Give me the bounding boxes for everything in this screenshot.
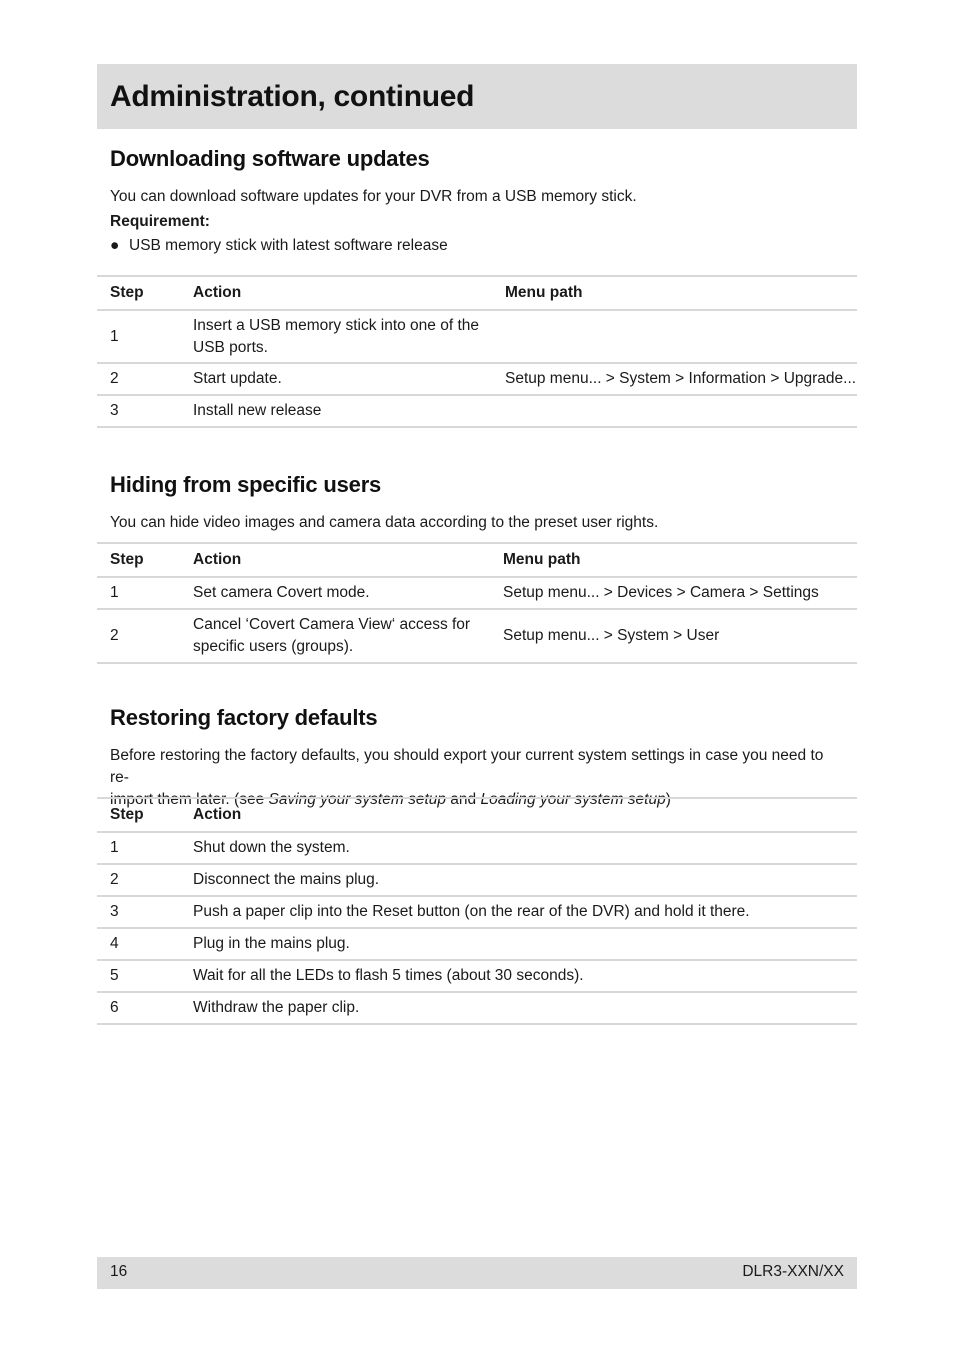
hiding-intro: You can hide video images and camera data according to the preset user rights. xyxy=(110,514,659,531)
step-action: Shut down the system. xyxy=(193,832,857,864)
download-steps-table xyxy=(97,275,857,428)
table-row xyxy=(97,928,857,960)
action-line: Insert a USB memory stick into one of the xyxy=(193,316,480,334)
step-action: Push a paper clip into the Reset button (on the rear of the DVR) and hold it there. xyxy=(193,896,857,928)
step-action: Withdraw the paper clip. xyxy=(193,992,857,1024)
section-heading-restore: Restoring factory defaults xyxy=(110,705,378,730)
reference-loading-setup: Loading your system setup xyxy=(480,791,666,808)
page-footer xyxy=(97,1257,857,1289)
table-row xyxy=(97,960,857,992)
section-heading-hiding: Hiding from specific users xyxy=(110,472,382,497)
action-line: specific users (groups). xyxy=(193,638,354,655)
col-menu-header: Menu path xyxy=(503,543,857,577)
step-number: 5 xyxy=(97,960,193,992)
bullet-icon: ● xyxy=(110,237,120,254)
col-action-header: Action xyxy=(193,798,857,832)
col-menu-header: Menu path xyxy=(505,276,857,310)
col-step-header: Step xyxy=(97,543,193,577)
col-step-header: Step xyxy=(97,276,193,310)
step-action xyxy=(193,609,503,663)
step-number: 1 xyxy=(97,832,193,864)
page-number: 16 xyxy=(110,1263,128,1280)
intro-line: Before restoring the factory defaults, you should export your current system settings in case you need to re- xyxy=(110,747,824,786)
step-number: 2 xyxy=(97,864,193,896)
step-action: Start update. xyxy=(193,363,505,395)
step-number: 4 xyxy=(97,928,193,960)
table-row xyxy=(97,992,857,1024)
step-menu-path: Setup menu... > System > User xyxy=(503,609,857,663)
intro-connector: and xyxy=(446,791,481,808)
step-action: Plug in the mains plug. xyxy=(193,928,857,960)
table-header-row xyxy=(97,543,857,577)
step-menu-path: Setup menu... > System > Information > Upgrade... xyxy=(505,363,857,395)
step-number: 2 xyxy=(97,363,193,395)
restore-steps-table xyxy=(97,797,857,1025)
table-header-row xyxy=(97,798,857,832)
section-heading-download: Downloading software updates xyxy=(110,146,430,171)
step-menu-path xyxy=(505,395,857,427)
action-line: USB ports. xyxy=(193,338,268,356)
page-title: Administration, continued xyxy=(110,80,475,113)
step-number: 2 xyxy=(97,609,193,663)
requirement-label: Requirement: xyxy=(110,213,210,230)
title-bar xyxy=(97,64,857,129)
step-action: Wait for all the LEDs to flash 5 times (about 30 seconds). xyxy=(193,960,857,992)
hiding-steps-table xyxy=(97,542,857,664)
table-row xyxy=(97,395,857,427)
col-action-header: Action xyxy=(193,543,503,577)
col-action-header: Action xyxy=(193,276,505,310)
table-row xyxy=(97,896,857,928)
step-action xyxy=(193,310,505,363)
step-number: 3 xyxy=(97,395,193,427)
document-id: DLR3-XXN/XX xyxy=(742,1263,844,1280)
requirement-text: USB memory stick with latest software release xyxy=(129,237,448,254)
step-action: Set camera Covert mode. xyxy=(193,577,503,609)
step-number: 1 xyxy=(97,310,193,363)
step-number: 3 xyxy=(97,896,193,928)
intro-line: import them later. (see xyxy=(110,791,269,808)
table-header-row xyxy=(97,276,857,310)
step-action: Install new release xyxy=(193,395,505,427)
table-row xyxy=(97,363,857,395)
step-number: 6 xyxy=(97,992,193,1024)
table-row xyxy=(97,864,857,896)
table-row xyxy=(97,609,857,663)
reference-saving-setup: Saving your system setup xyxy=(268,791,446,808)
action-line: Cancel ‘Covert Camera View‘ access for xyxy=(193,616,471,633)
requirement-item xyxy=(110,237,448,255)
step-menu-path xyxy=(505,310,857,363)
table-row xyxy=(97,832,857,864)
table-row xyxy=(97,310,857,363)
table-row xyxy=(97,577,857,609)
step-menu-path: Setup menu... > Devices > Camera > Settings xyxy=(503,577,857,609)
step-number: 1 xyxy=(97,577,193,609)
intro-suffix: ) xyxy=(665,791,671,808)
step-action: Disconnect the mains plug. xyxy=(193,864,857,896)
col-step-header: Step xyxy=(97,798,193,832)
download-intro: You can download software updates for your DVR from a USB memory stick. xyxy=(110,188,637,205)
